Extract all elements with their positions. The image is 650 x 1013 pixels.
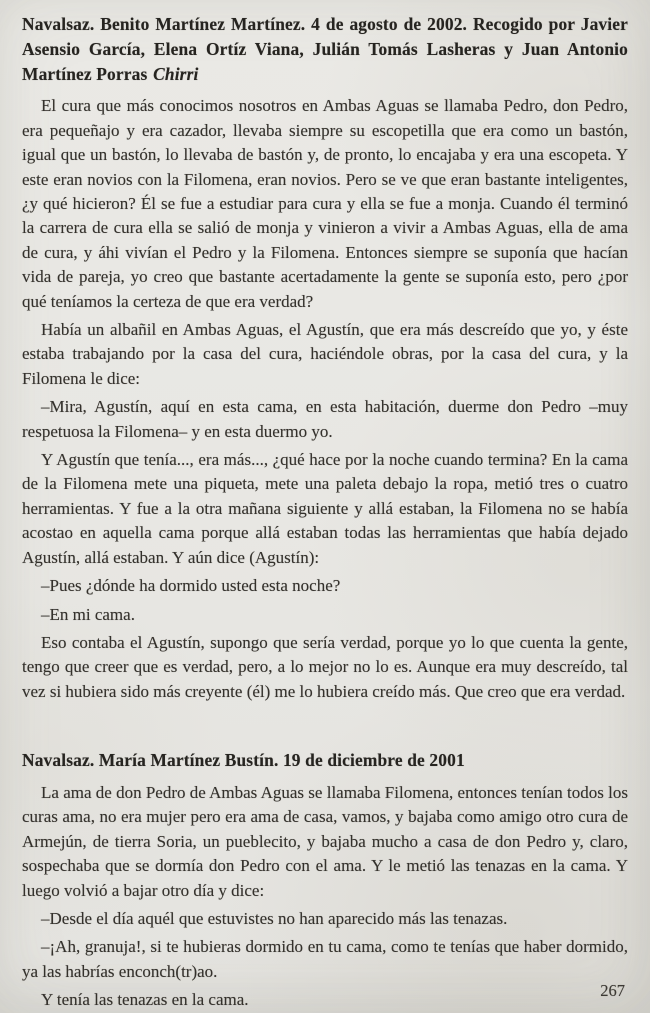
paragraph: –Desde el día aquél que estuvistes no han aparecido más las tenazas. xyxy=(41,908,508,928)
paragraph: –¡Ah, granuja!, si te hubieras dormido en tu cama, como te tenías que haber dormido, ya las habrías enconch(tr)ao. xyxy=(22,937,628,981)
record-heading-text: Navalsaz. María Martínez Bustín. 19 de diciembre de 2001 xyxy=(22,750,465,771)
paragraph: La ama de don Pedro de Ambas Aguas se llamaba Filomena, entonces tenían todos los curas ama, no era mujer pero era ama de casa, vamos, y bajaba como amigo otro cura de Armejún, de tierra Soria, un pueblecito, y bajaba mucho a casa de don Pedro y, claro, sospechaba que se dormía don Pedro con el ama. Y le metió las tenazas en la cama. Y luego volvió a bajar otro día y dice: xyxy=(22,782,628,900)
paragraph: –Pues ¿dónde ha dormido usted esta noche? xyxy=(41,576,341,596)
page-number: 267 xyxy=(600,981,625,1000)
informant-nickname xyxy=(465,750,471,770)
record-section xyxy=(22,748,628,1012)
paragraph: –Mira, Agustín, aquí en esta cama, en esta habitación, duerme don Pedro –muy respetuosa la Filomena– y en esta duermo yo. xyxy=(22,397,628,441)
record-heading xyxy=(22,12,628,86)
page-text xyxy=(22,12,628,1013)
record-heading-text: Navalsaz. Benito Martínez Martínez. 4 de agosto de 2002. Recogido por Javier Asensio García, Elena Ortíz Viana, Julián Tomás Lasheras y Juan Antonio Martínez Porras xyxy=(22,14,628,84)
paragraph: El cura que más conocimos nosotros en Ambas Aguas se llamaba Pedro, don Pedro, era pequeñajo y era cazador, llevaba siempre su escopetilla que era como un bastón, igual que un bastón, lo llevaba de bastón y, de pronto, lo encajaba y era una escopeta. Y este eran novios con la Filomena, eran novios. Pero se ve que eran bastante inteligentes, ¿y qué hicieron? Él se fue a estudiar para cura y ella se fue a monja. Cuando él terminó la carrera de cura ella se salió de monja y vinieron a vivir a Ambas Aguas, ella de ama de cura, y áhi vivían el Pedro y la Filomena. Entonces siempre se suponía que hacían vida de pareja, yo creo que bastante acertadamente la gente se suponía esto, pero ¿por qué teníamos la certeza de que era verdad? xyxy=(22,96,628,311)
paragraph: Y Agustín que tenía..., era más..., ¿qué hace por la noche cuando termina? En la cama de la Filomena mete una piqueta, mete una paleta debajo la ropa, metió tres o cuatro herramientas. Y fue a la otra mañana siguiente y allá estaban, la Filomena no se había acostao en aquella cama porque allá estaban todas las herramientas que había dejado Agustín, allá estaban. Y aún dice (Agustín): xyxy=(22,450,628,567)
paragraph: Y tenía las tenazas en la cama. xyxy=(41,990,249,1010)
informant-nickname: Chirri xyxy=(153,63,199,84)
record-heading xyxy=(22,748,628,773)
paragraph: –En mi cama. xyxy=(41,604,135,624)
paragraph: Había un albañil en Ambas Aguas, el Agustín, que era más descreído que yo, y éste estaba trabajando por la casa del cura, haciéndole obras, por la casa del cura, y la Filomena le dice: xyxy=(22,320,628,388)
paragraph: Eso contaba el Agustín, supongo que sería verdad, porque yo lo que cuenta la gente, tengo que creer que es verdad, pero, a lo mejor no lo es. Aunque era muy descreído, tal vez si hubiera sido más creyente (él) me lo hubiera creído más. Que creo que era verdad. xyxy=(22,632,628,701)
record-section xyxy=(22,12,628,704)
